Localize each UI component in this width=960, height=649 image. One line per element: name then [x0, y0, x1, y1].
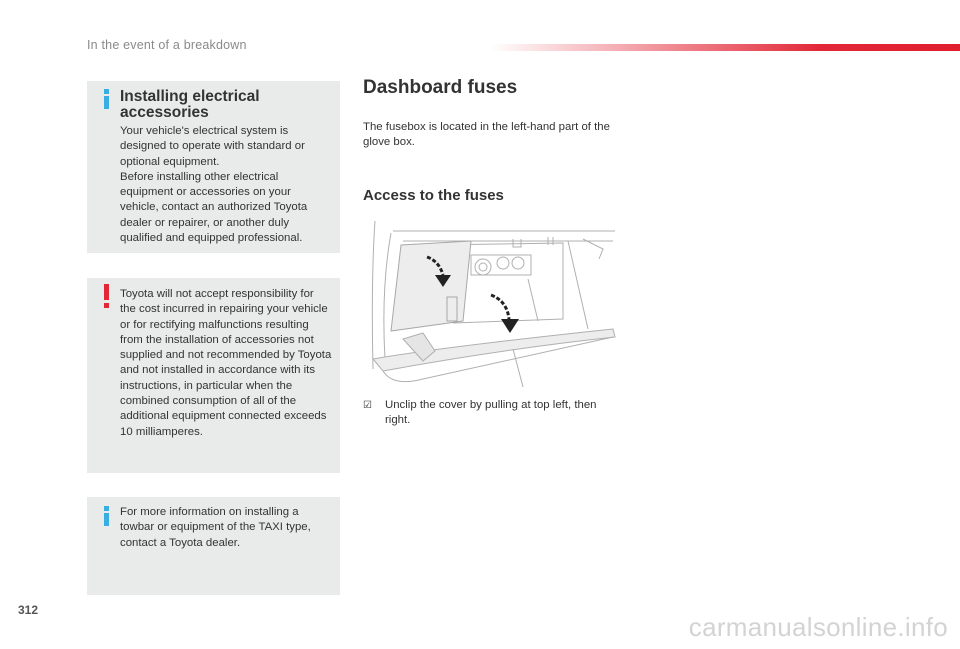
- info-icon: [100, 89, 112, 109]
- section-title: In the event of a breakdown: [87, 38, 247, 52]
- watermark: carmanualsonline.info: [688, 612, 948, 642]
- section-subheading: Access to the fuses: [363, 187, 504, 204]
- warning-icon: [100, 284, 112, 308]
- box-title: Installing electrical accessories: [120, 88, 260, 121]
- checkbox-bullet-icon: ☑: [363, 400, 372, 411]
- instruction-step: [363, 398, 618, 429]
- info-box-towbar: [87, 497, 340, 595]
- info-box-electrical-accessories: [87, 81, 340, 253]
- warning-box-responsibility: [87, 278, 340, 473]
- intro-text: The fusebox is located in the left-hand part of the glove box.: [363, 121, 610, 149]
- box-text: Your vehicle's electrical system is designed to operate with standard or optional equipment. Before installing other electrical equipment or accessories on your vehicle, contact an authorized Toyota dealer or repairer, or another duly qualified and equipped professional.: [120, 125, 308, 245]
- box-text: For more information on installing a towbar or equipment of the TAXI type, contact a Toyota dealer.: [120, 506, 311, 549]
- header-accent-bar: [490, 44, 960, 51]
- instruction-text: Unclip the cover by pulling at top left, then right.: [385, 399, 597, 427]
- page-number: 312: [18, 603, 39, 617]
- page-heading: Dashboard fuses: [363, 77, 518, 98]
- glovebox-illustration: [363, 219, 618, 389]
- info-icon: [100, 506, 112, 526]
- box-text: Toyota will not accept responsibility for the cost incurred in repairing your vehicle or for rectifying malfunctions resulting from the installation of accessories not supplied and not recommended by Toyota and not installed in accordance with its instructions, in particular when the combined consumption of all of the additional equipment connected exceeds 10 milliamperes.: [120, 288, 332, 438]
